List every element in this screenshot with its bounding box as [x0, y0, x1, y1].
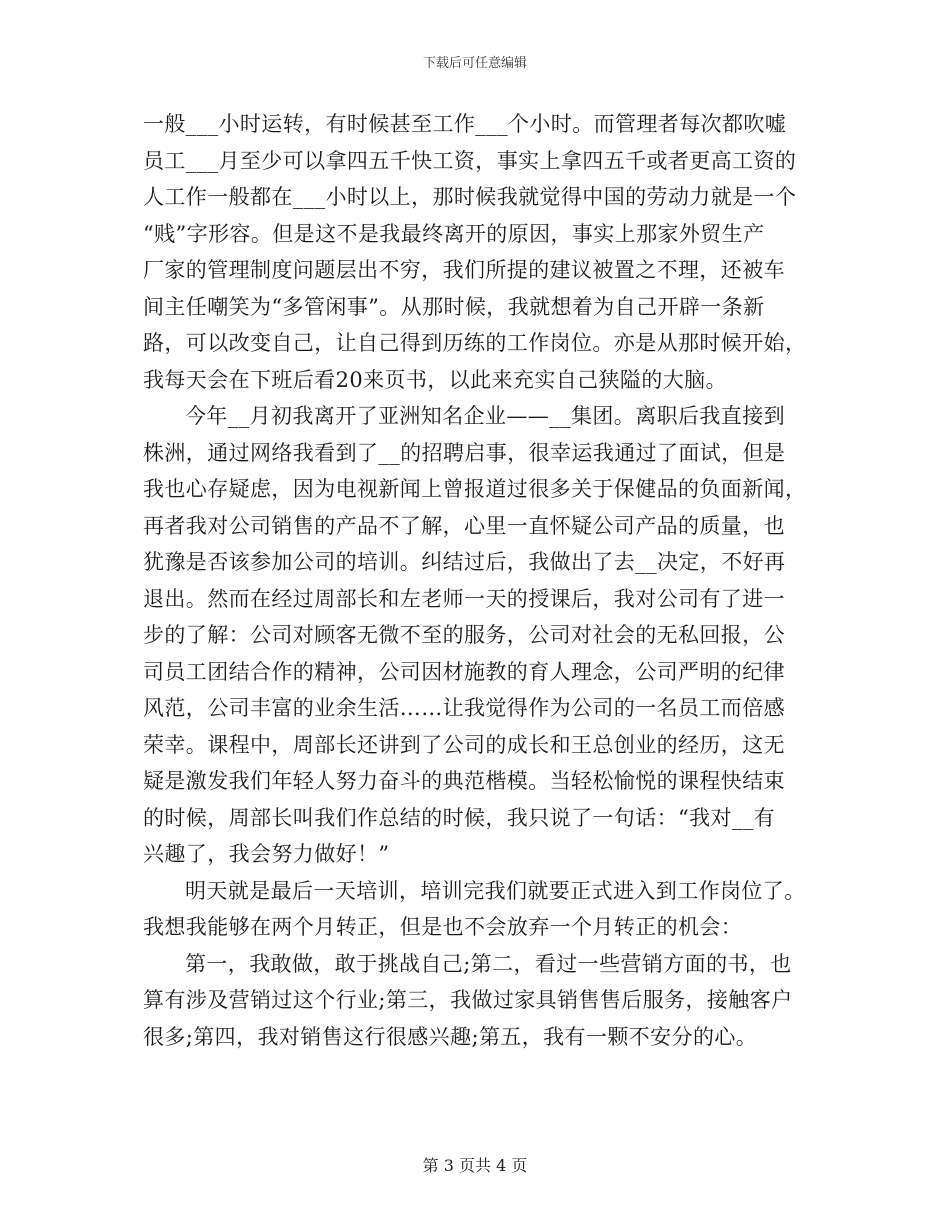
text-line: “贱”字形容。但是这不是我最终离开的原因，事实上那家外贸生产	[143, 221, 765, 246]
text-line: 兴趣了，我会努力做好！”	[143, 842, 390, 866]
text-line: 算有涉及营销过这个行业;第三，我做过家具销售售后服务，接触客户	[143, 988, 793, 1012]
text-line: 司员工团结合作的精神，公司因材施教的育人理念，公司严明的纪律	[143, 659, 785, 684]
document-body	[143, 106, 808, 1055]
text-line: 路，可以改变自己，让自己得到历练的工作岗位。亦是从那时候开始，	[143, 331, 807, 355]
text-line: 员工___月至少可以拿四五千快工资，事实上拿四五千或者更高工资的	[143, 148, 797, 173]
text-line: 一般___小时运转，有时候甚至工作___个小时。而管理者每次都吹嘘	[143, 112, 787, 136]
text-line: 厂家的管理制度问题层出不穷，我们所提的建议被置之不理，还被车	[143, 258, 785, 282]
paragraph-start-line: 明天就是最后一天培训，培训完我们就要正式进入到工作岗位了。	[185, 878, 806, 903]
page-header: 下载后可任意编辑	[422, 56, 527, 71]
text-line: 很多;第四，我对销售这行很感兴趣;第五，我有一颗不安分的心。	[143, 1024, 758, 1049]
text-line: 我也心存疑虑，因为电视新闻上曾报道过很多关于保健品的负面新闻，	[143, 477, 807, 501]
text-line: 风范，公司丰富的业余生活……让我觉得作为公司的一名员工而倍感	[143, 696, 785, 720]
text-line: 间主任嘲笑为“多管闲事”。从那时候，我就想着为自己开辟一条新	[143, 294, 765, 319]
text-line: 株洲，通过网络我看到了__的招聘启事，很幸运我通过了面试，但是	[143, 440, 786, 465]
text-line: 人工作一般都在___小时以上，那时候我就觉得中国的劳动力就是一个	[143, 185, 797, 209]
text-line: 荣幸。课程中，周部长还讲到了公司的成长和王总创业的经历，这无	[143, 732, 785, 757]
text-line: 的时候，周部长叫我们作总结的时候，我只说了一句话：“我对__有	[143, 805, 776, 830]
text-line: 犹豫是否该参加公司的培训。纠结过后，我做出了去__决定，不好再	[143, 550, 786, 574]
text-line: 退出。然而在经过周部长和左老师一天的授课后，我对公司有了进一	[143, 586, 785, 611]
page-number-footer: 第 3 页共 4 页	[422, 1156, 528, 1175]
text-line: 步的了解：公司对顾客无微不至的服务，公司对社会的无私回报，公	[143, 623, 785, 647]
text-line: 再者我对公司销售的产品不了解，心里一直怀疑公司产品的质量，也	[143, 513, 785, 538]
paragraph-start-line: 今年__月初我离开了亚洲知名企业——__集团。离职后我直接到	[185, 404, 785, 428]
paragraph-start-line: 第一，我敢做，敢于挑战自己;第二，看过一些营销方面的书，也	[185, 951, 792, 976]
text-line: 疑是激发我们年轻人努力奋斗的典范楷模。当轻松愉悦的课程快结束	[143, 769, 785, 793]
text-line: 我每天会在下班后看20来页书，以此来充实自己狭隘的大脑。	[143, 367, 727, 392]
text-line: 我想我能够在两个月转正，但是也不会放弃一个月转正的机会：	[143, 915, 743, 939]
